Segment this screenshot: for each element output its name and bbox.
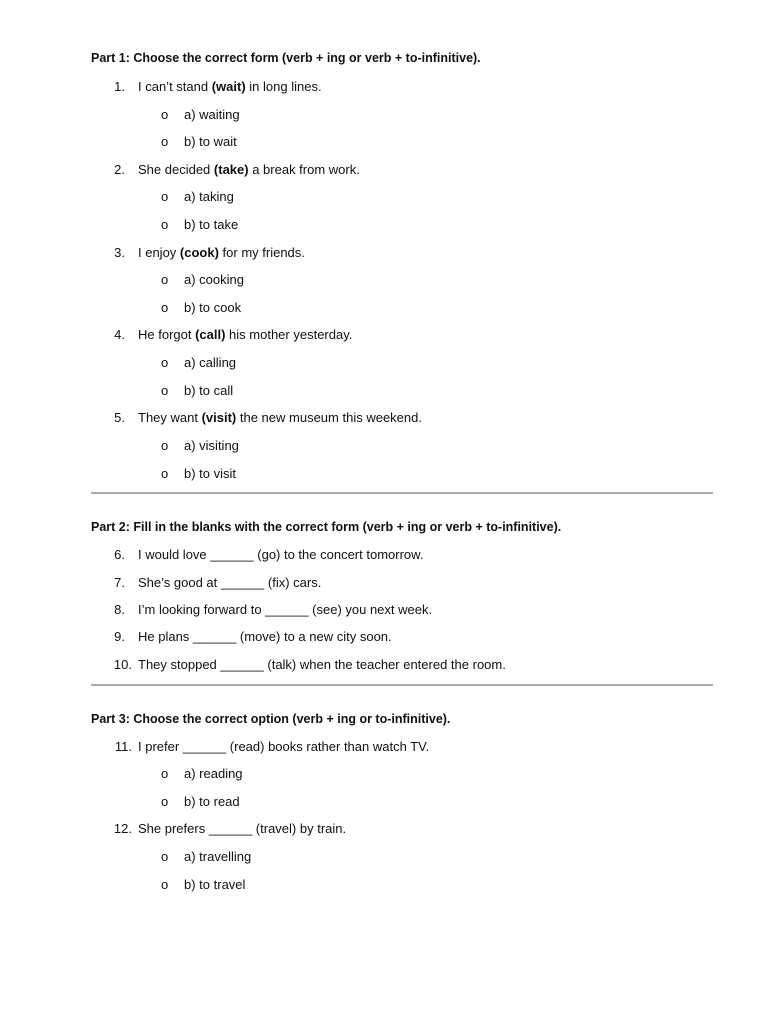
option-bullet: o: [161, 217, 169, 232]
question-text: She’s good at ______ (fix) cars.: [138, 575, 322, 590]
option-bullet: o: [161, 272, 169, 287]
option-bullet: o: [161, 300, 169, 315]
option-a: a) waiting: [184, 107, 240, 122]
option-bullet: o: [161, 877, 169, 892]
question-number: 1.: [114, 79, 125, 94]
question-text: I enjoy (cook) for my friends.: [138, 245, 305, 260]
option-a: a) calling: [184, 355, 237, 370]
part3-heading: Part 3: Choose the correct option (verb + ing or to-infinitive).: [91, 712, 451, 726]
option-bullet: o: [161, 466, 169, 481]
option-bullet: o: [161, 107, 169, 122]
section-divider: [91, 492, 713, 494]
option-bullet: o: [161, 794, 169, 809]
question-text: He forgot (call) his mother yesterday.: [138, 327, 353, 342]
question-number: 2.: [114, 162, 125, 177]
question-number: 6.: [114, 547, 125, 562]
option-b: b) to cook: [184, 300, 242, 315]
question-text: I prefer ______ (read) books rather than watch TV.: [138, 739, 430, 754]
option-b: b) to read: [184, 794, 240, 809]
question-text: He plans ______ (move) to a new city soon.: [138, 629, 392, 644]
option-a: a) visiting: [184, 438, 239, 453]
part2-heading: Part 2: Fill in the blanks with the correct form (verb + ing or verb + to-infinitive).: [91, 520, 562, 534]
question-number: 3.: [114, 245, 125, 260]
question-text: She decided (take) a break from work.: [138, 162, 360, 177]
question-text: I can’t stand (wait) in long lines.: [138, 79, 322, 94]
question-number: 10.: [113, 657, 132, 672]
question-number: 9.: [114, 629, 125, 644]
option-b: b) to take: [184, 217, 239, 232]
question-text: She prefers ______ (travel) by train.: [138, 821, 347, 836]
question-text: They stopped ______ (talk) when the teacher entered the room.: [138, 657, 506, 672]
question-number: 7.: [114, 575, 125, 590]
option-bullet: o: [161, 849, 169, 864]
option-b: b) to wait: [184, 134, 237, 149]
option-b: b) to call: [184, 383, 234, 398]
option-bullet: o: [161, 355, 169, 370]
question-number: 5.: [114, 410, 125, 425]
question-number: 11.: [114, 739, 132, 754]
option-a: a) taking: [184, 189, 234, 204]
option-bullet: o: [161, 134, 169, 149]
question-number: 12.: [113, 821, 132, 836]
option-b: b) to visit: [184, 466, 237, 481]
question-text: They want (visit) the new museum this weekend.: [138, 410, 422, 425]
question-text: I would love ______ (go) to the concert tomorrow.: [138, 547, 424, 562]
option-a: a) travelling: [184, 849, 252, 864]
option-bullet: o: [161, 189, 169, 204]
question-number: 4.: [114, 327, 125, 342]
option-b: b) to travel: [184, 877, 246, 892]
option-a: a) reading: [184, 766, 243, 781]
option-bullet: o: [161, 766, 169, 781]
part1-heading: Part 1: Choose the correct form (verb + ing or verb + to-infinitive).: [91, 51, 481, 65]
question-text: I’m looking forward to ______ (see) you next week.: [138, 602, 433, 617]
question-number: 8.: [114, 602, 125, 617]
option-bullet: o: [161, 383, 169, 398]
option-a: a) cooking: [184, 272, 244, 287]
option-bullet: o: [161, 438, 169, 453]
section-divider: [91, 684, 713, 686]
